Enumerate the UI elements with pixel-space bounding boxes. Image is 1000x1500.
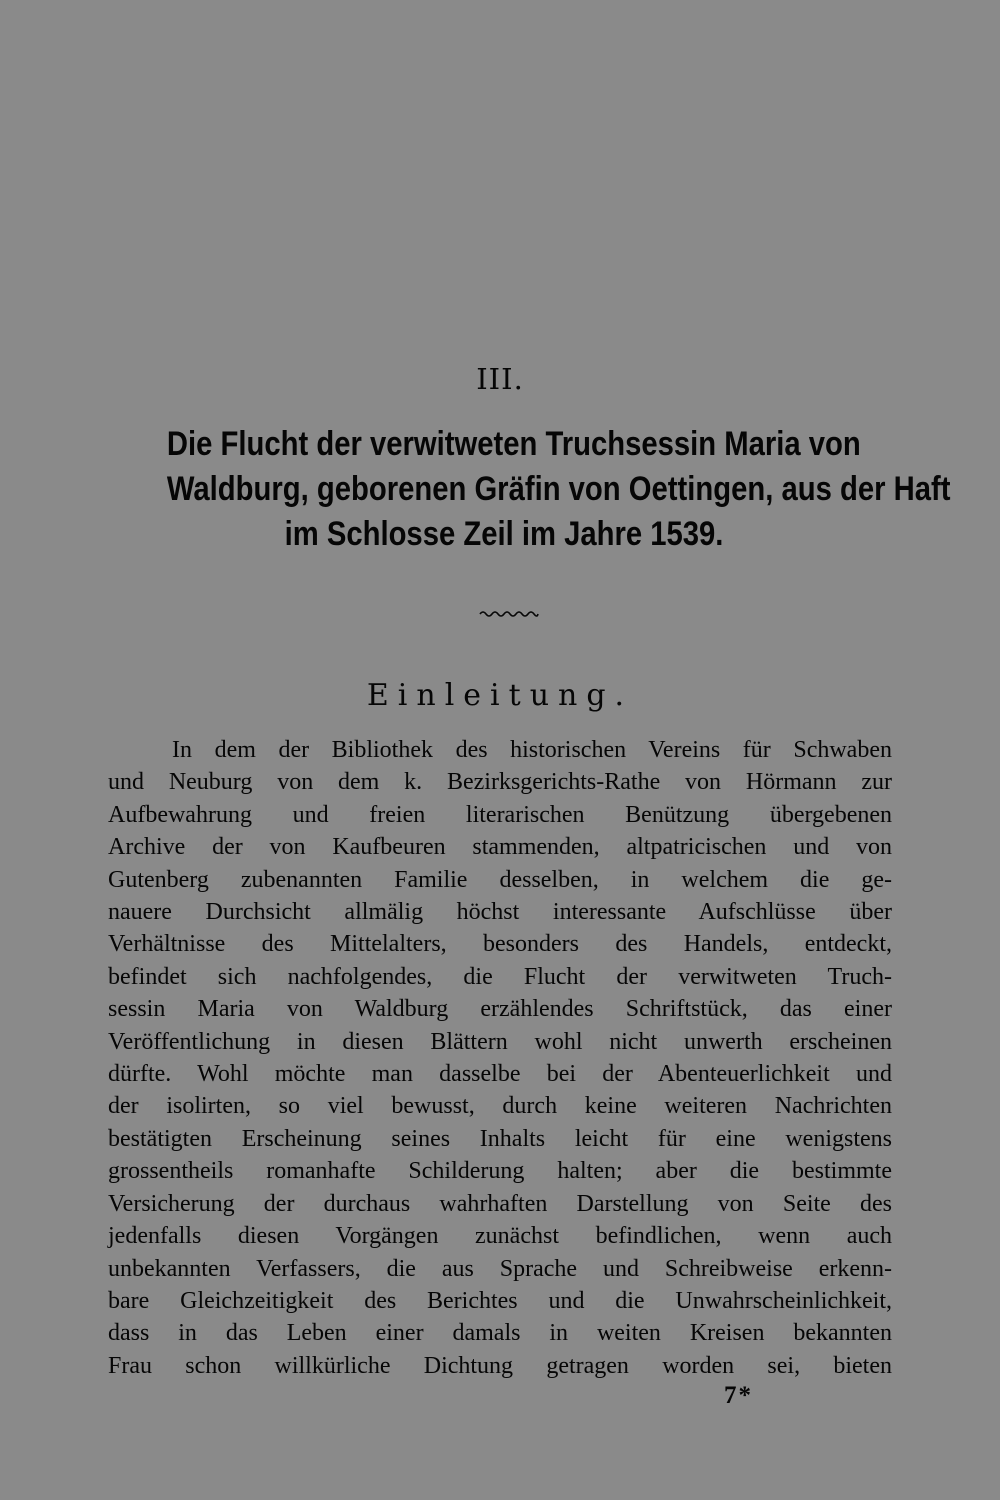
body-line: Frau schon willkürliche Dichtung getragen worden sei, bieten [108, 1352, 892, 1379]
body-line: Versicherung der durchaus wahrhaften Darstellung von Seite des [108, 1190, 892, 1217]
section-heading: Einleitung. [366, 678, 634, 713]
body-line: bare Gleichzeitigkeit des Berichtes und die Unwahrscheinlichkeit, [108, 1287, 892, 1314]
title-line-2: Waldburg, geborenen Gräfin von Oettingen, aus der Haft [166, 470, 951, 508]
chapter-title [166, 422, 951, 557]
body-line: jedenfalls diesen Vorgängen zunächst befindlichen, wenn auch [108, 1223, 892, 1250]
body-line: grossentheils romanhafte Schilderung halten; aber die bestimmte [108, 1158, 892, 1185]
signature-mark: 7* [724, 1382, 753, 1409]
body-paragraph [108, 734, 892, 1382]
body-line: und Neuburg von dem k. Bezirksgerichts-Rathe von Hörmann zur [108, 769, 892, 796]
body-line: dass in das Leben einer damals in weiten Kreisen bekannten [108, 1320, 892, 1347]
chapter-number: III. [476, 362, 524, 396]
body-line: bestätigten Erscheinung seines Inhalts leicht für eine wenigstens [108, 1125, 892, 1152]
title-line-1: Die Flucht der verwitweten Truchsessin Maria von [166, 425, 861, 463]
body-line: dürfte. Wohl möchte man dasselbe bei der Abenteuerlichkeit und [108, 1061, 892, 1088]
body-line: Aufbewahrung und freien literarischen Benützung übergebenen [108, 801, 892, 828]
body-line: unbekannten Verfassers, die aus Sprache und Schreibweise erkenn- [108, 1255, 892, 1282]
body-line: nauere Durchsicht allmälig höchst interessante Aufschlüsse über [108, 899, 892, 926]
body-line: Gutenberg zubenannten Familie desselben, in welchem die ge- [108, 866, 892, 893]
body-line: Verhältnisse des Mittelalters, besonders des Handels, entdeckt, [108, 931, 892, 958]
body-line: In dem der Bibliothek des historischen Vereins für Schwaben [172, 737, 892, 763]
body-line: der isolirten, so viel bewusst, durch keine weiteren Nachrichten [108, 1093, 892, 1120]
body-line: befindet sich nachfolgendes, die Flucht der verwitweten Truch- [108, 963, 892, 990]
body-line: Veröffentlichung in diesen Blättern wohl nicht unwerth erscheinen [108, 1028, 892, 1055]
body-line: sessin Maria von Waldburg erzählendes Schriftstück, das einer [108, 996, 892, 1023]
wave-ornament-icon [478, 606, 540, 620]
body-line: Archive der von Kaufbeuren stammenden, altpatricischen und von [108, 834, 892, 861]
title-line-3: im Schlosse Zeil im Jahre 1539. [284, 515, 724, 553]
